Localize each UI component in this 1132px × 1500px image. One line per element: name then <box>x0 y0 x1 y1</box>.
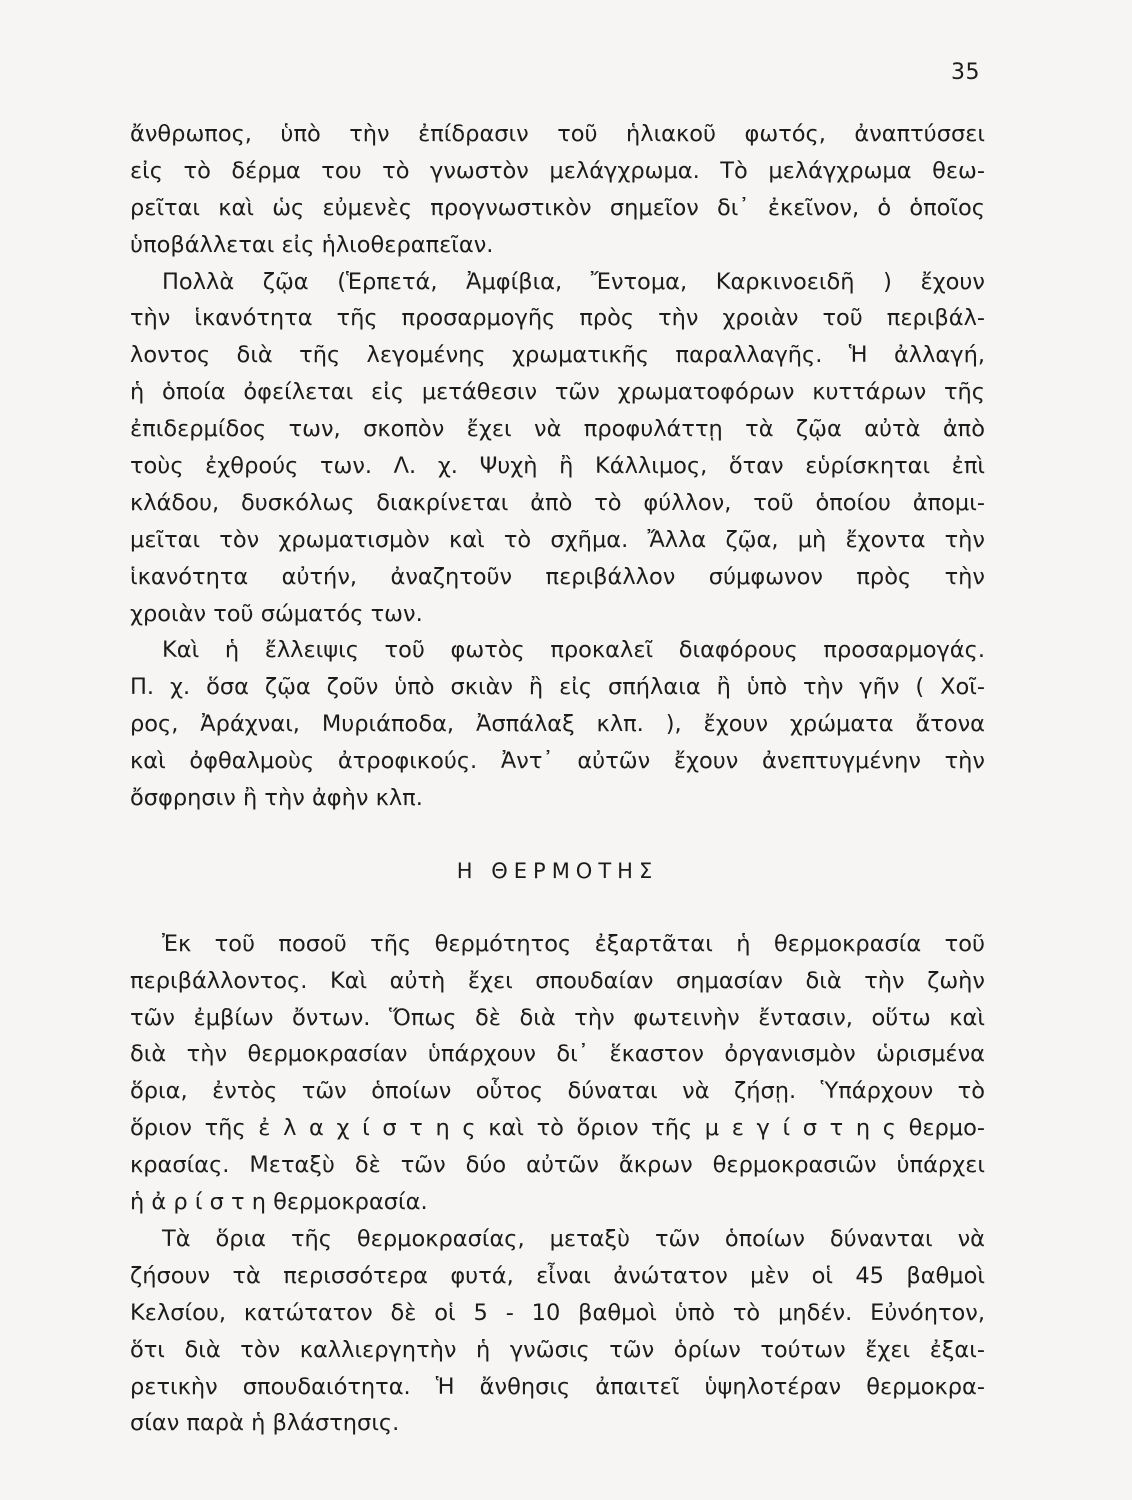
text-line: Καὶ ἡ ἔλλειψις τοῦ φωτὸς προκαλεῖ διαφόρους προσαρμογάς. <box>162 637 985 664</box>
text-line: Ἐκ τοῦ ποσοῦ τῆς θερμότητος ἐξαρτᾶται ἡ θερμοκρασία τοῦ <box>162 930 985 957</box>
text-line: ρεῖται καὶ ὡς εὐμενὲς προγνωστικὸν σημεῖον δι᾽ ἐκεῖνον, ὁ ὁποῖος <box>130 194 985 221</box>
text-line: Κελσίου, κατώτατον δὲ οἱ 5 - 10 βαθμοὶ ὑπὸ τὸ μηδέν. Εὐνόητον, <box>130 1299 985 1326</box>
text-line: περιβάλλοντος. Καὶ αὐτὴ ἔχει σπουδαίαν σημασίαν διὰ τὴν ζωὴν <box>130 967 985 994</box>
paragraph <box>130 264 985 633</box>
text-line: τῶν ἐμβίων ὄντων. Ὅπως δὲ διὰ τὴν φωτεινὴν ἔντασιν, οὕτω καὶ <box>130 1004 985 1031</box>
paragraph <box>130 116 985 264</box>
text-line: ἡ ὁποία ὀφείλεται εἰς μετάθεσιν τῶν χρωματοφόρων κυττάρων τῆς <box>130 379 985 406</box>
text-line: ὅρια, ἐντὸς τῶν ὁποίων οὗτος δύναται νὰ ζήσῃ. Ὑπάρχουν τὸ <box>130 1078 985 1105</box>
text-line: Π. χ. ὅσα ζῷα ζοῦν ὑπὸ σκιὰν ἢ εἰς σπήλαια ἢ ὑπὸ τὴν γῆν ( Χοῖ- <box>130 674 985 701</box>
text-line: τὴν ἱκανότητα τῆς προσαρμογῆς πρὸς τὴν χροιὰν τοῦ περιβάλ- <box>130 305 985 332</box>
text-line: ρετικὴν σπουδαιότητα. Ἡ ἄνθησις ἀπαιτεῖ ὑψηλοτέραν θερμοκρα- <box>130 1373 985 1400</box>
section-heading: Η ΘΕΡΜΟΤΗΣ <box>456 858 659 883</box>
paragraph <box>130 632 985 816</box>
text-line: ζήσουν τὰ περισσότερα φυτά, εἶναι ἀνώτατον μὲν οἱ 45 βαθμοὶ <box>130 1262 985 1289</box>
paragraph <box>130 1221 985 1442</box>
text-line: ὑποβάλλεται εἰς ἡλιοθεραπεῖαν. <box>130 231 494 258</box>
text-line: ρος, Ἀράχναι, Μυριάποδα, Ἀσπάλαξ κλπ. ), ἔχουν χρώματα ἄτονα <box>130 711 985 738</box>
text-line: κρασίας. Μεταξὺ δὲ τῶν δύο αὐτῶν ἄκρων θερμοκρασιῶν ὑπάρχει <box>130 1152 985 1179</box>
text-line: λοντος διὰ τῆς λεγομένης χρωματικῆς παραλλαγῆς. Ἡ ἀλλαγή, <box>130 342 985 369</box>
text-line: χροιὰν τοῦ σώματός των. <box>130 600 423 627</box>
text-line: κλάδου, δυσκόλως διακρίνεται ἀπὸ τὸ φύλλον, τοῦ ὁποίου ἀπομι- <box>130 489 985 516</box>
paragraph <box>130 926 985 1221</box>
text-line: σίαν παρὰ ἡ βλάστησις. <box>130 1410 400 1437</box>
text-line: ὅτι διὰ τὸν καλλιεργητὴν ἡ γνῶσις τῶν ὁρίων τούτων ἔχει ἐξαι- <box>130 1336 985 1363</box>
text-line: ὄσφρησιν ἢ τὴν ἀφὴν κλπ. <box>130 785 423 812</box>
text-line: τοὺς ἐχθρούς των. Λ. χ. Ψυχὴ ἢ Κάλλιμος, ὅταν εὑρίσκηται ἐπὶ <box>130 453 985 480</box>
text-line: καὶ ὀφθαλμοὺς ἀτροφικούς. Ἀντ᾽ αὐτῶν ἔχουν ἀνεπτυγμένην τὴν <box>130 748 985 775</box>
text-line: εἰς τὸ δέρμα του τὸ γνωστὸν μελάγχρωμα. Τὸ μελάγχρωμα θεω- <box>130 157 985 184</box>
page-number: 35 <box>951 60 980 85</box>
text-line: ὅριον τῆς ἐ λ α χ ί σ τ η ς καὶ τὸ ὅριον τῆς μ ε γ ί σ τ η ς θερμο- <box>130 1115 985 1142</box>
body-text <box>130 116 985 1442</box>
text-line: ἐπιδερμίδος των, σκοπὸν ἔχει νὰ προφυλάττῃ τὰ ζῷα αὐτὰ ἀπὸ <box>130 416 985 443</box>
text-line: διὰ τὴν θερμοκρασίαν ὑπάρχουν δι᾽ ἕκαστον ὀργανισμὸν ὡρισμένα <box>130 1041 985 1068</box>
text-line: Τὰ ὅρια τῆς θερμοκρασίας, μεταξὺ τῶν ὁποίων δύνανται νὰ <box>162 1225 985 1252</box>
text-line: μεῖται τὸν χρωματισμὸν καὶ τὸ σχῆμα. Ἄλλα ζῷα, μὴ ἔχοντα τὴν <box>130 526 985 553</box>
text-line: ἡ ἀ ρ ί σ τ η θερμοκρασία. <box>130 1189 428 1216</box>
text-line: ἄνθρωπος, ὑπὸ τὴν ἐπίδρασιν τοῦ ἡλιακοῦ φωτός, ἀναπτύσσει <box>130 121 985 147</box>
text-line: ἱκανότητα αὐτήν, ἀναζητοῦν περιβάλλον σύμφωνον πρὸς τὴν <box>130 563 985 590</box>
text-line: Πολλὰ ζῷα (Ἑρπετά, Ἀμφίβια, Ἔντομα, Καρκινοειδῆ ) ἔχουν <box>162 268 985 295</box>
